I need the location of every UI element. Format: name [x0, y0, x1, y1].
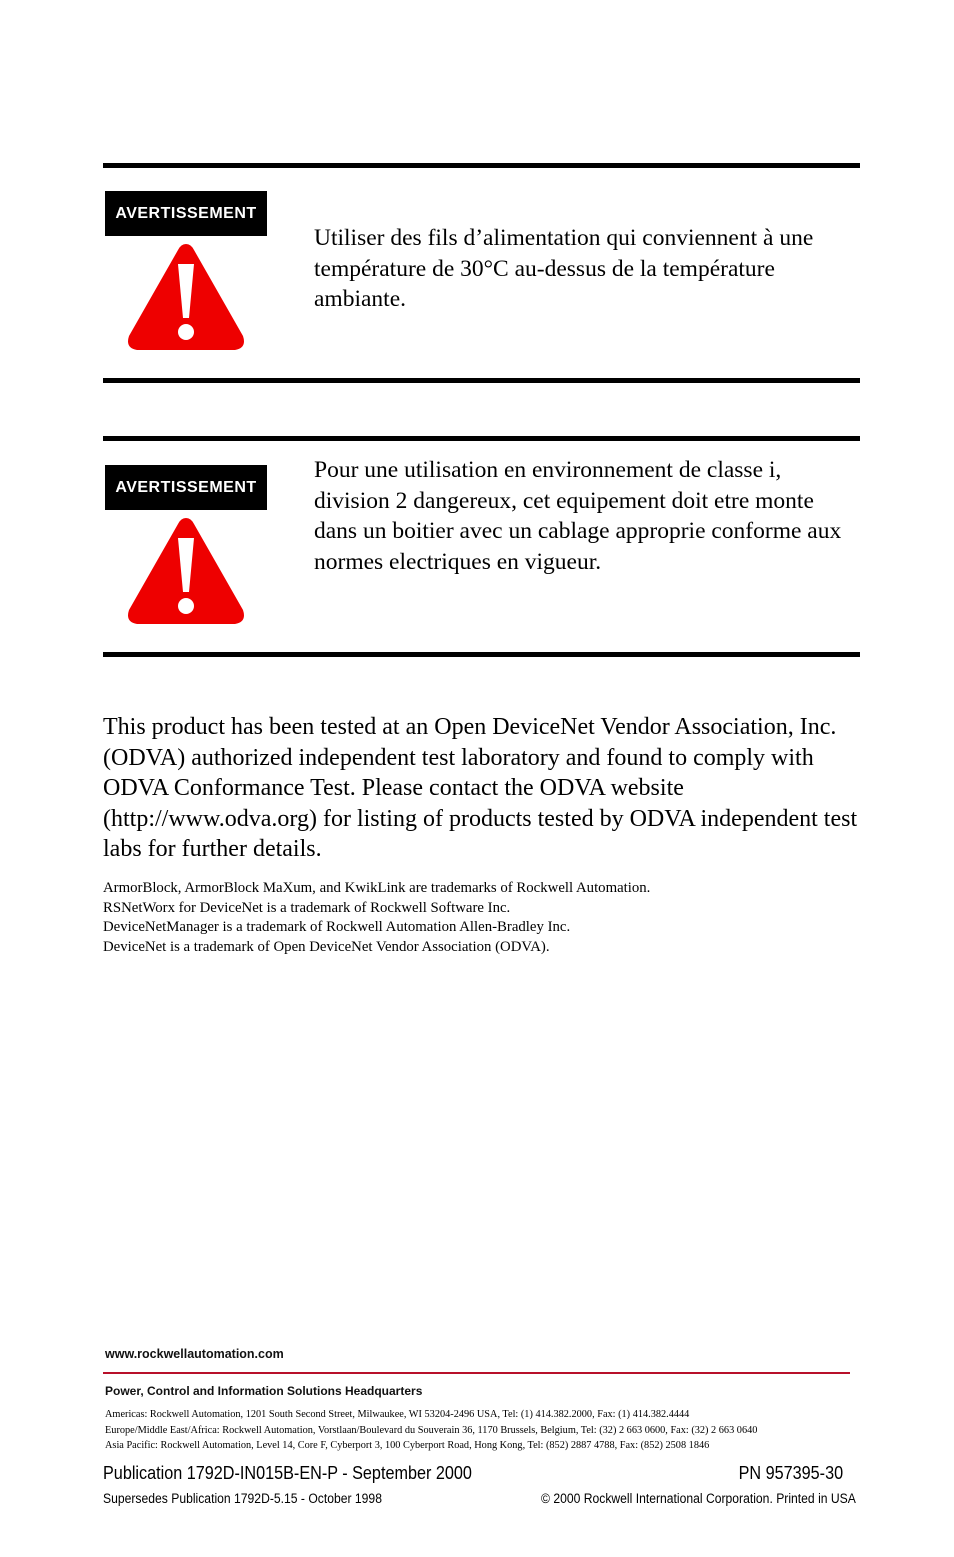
- hq-addresses: [105, 1407, 757, 1454]
- trademark-line: RSNetWorx for DeviceNet is a trademark of Rockwell Software Inc.: [103, 899, 511, 916]
- odva-conformance-paragraph: This product has been tested at an Open DeviceNet Vendor Association, Inc. (ODVA) authorized independent test laboratory and found to comply with ODVA Conformance Test. Please contact the ODVA website (http://www.odva.org) for listing of products tested by ODVA independent test labs for further details.: [103, 714, 858, 862]
- address-line: Asia Pacific: Rockwell Automation, Level 14, Core F, Cyberport 3, 100 Cyberport Road, Hong Kong, Tel: (852) 2887 4788, Fax: (852) 2508 1846: [105, 1440, 710, 1452]
- trademark-line: DeviceNetManager is a trademark of Rockwell Automation Allen-Bradley Inc.: [103, 919, 571, 935]
- warning-text: Pour une utilisation en environnement de classe i, division 2 dangereux, cet equipement doit etre monte dans un boitier avec un cablage approprie conforme aux normes electriques en vigueur.: [314, 457, 842, 575]
- footer-red-rule: [103, 1372, 850, 1374]
- copyright-note: © 2000 Rockwell International Corporation. Printed in USA: [541, 1491, 856, 1506]
- bottom-rule-2: [103, 652, 860, 657]
- address-line: Americas: Rockwell Automation, 1201 South Second Street, Milwaukee, WI 53204-2496 USA, Tel: (1) 414.382.2000, Fax: (1) 414.382.4444: [105, 1409, 690, 1420]
- trademark-line: ArmorBlock, ArmorBlock MaXum, and KwikLink are trademarks of Rockwell Automation.: [103, 880, 651, 896]
- website-link[interactable]: www.rockwellautomation.com: [105, 1347, 284, 1361]
- warning-triangle-icon: [125, 514, 247, 626]
- publication-number: Publication 1792D-IN015B-EN-P - September 2000: [103, 1463, 472, 1483]
- bottom-rule-1: [103, 378, 860, 383]
- trademark-line: DeviceNet is a trademark of Open DeviceNet Vendor Association (ODVA).: [103, 938, 550, 955]
- warning-triangle-icon: [125, 240, 247, 352]
- hq-title: Power, Control and Information Solutions Headquarters: [105, 1384, 423, 1398]
- warning-badge: AVERTISSEMENT: [105, 191, 267, 236]
- top-rule-1: [103, 163, 860, 168]
- part-number: PN 957395-30: [738, 1463, 843, 1483]
- warning-badge: AVERTISSEMENT: [105, 465, 267, 510]
- supersedes-note: Supersedes Publication 1792D-5.15 - October 1998: [103, 1491, 382, 1506]
- address-line: Europe/Middle East/Africa: Rockwell Automation, Vorstlaan/Boulevard du Souverain 36, 1170 Brussels, Belgium, Tel: (32) 2 663 0600, Fax: (32) 2 663 0640: [105, 1424, 758, 1436]
- top-rule-2: [103, 436, 860, 441]
- warning-text: Utiliser des fils d’alimentation qui conviennent à une température de 30°C au-dessus de la température ambiante.: [314, 225, 814, 312]
- trademark-notices: [103, 879, 650, 957]
